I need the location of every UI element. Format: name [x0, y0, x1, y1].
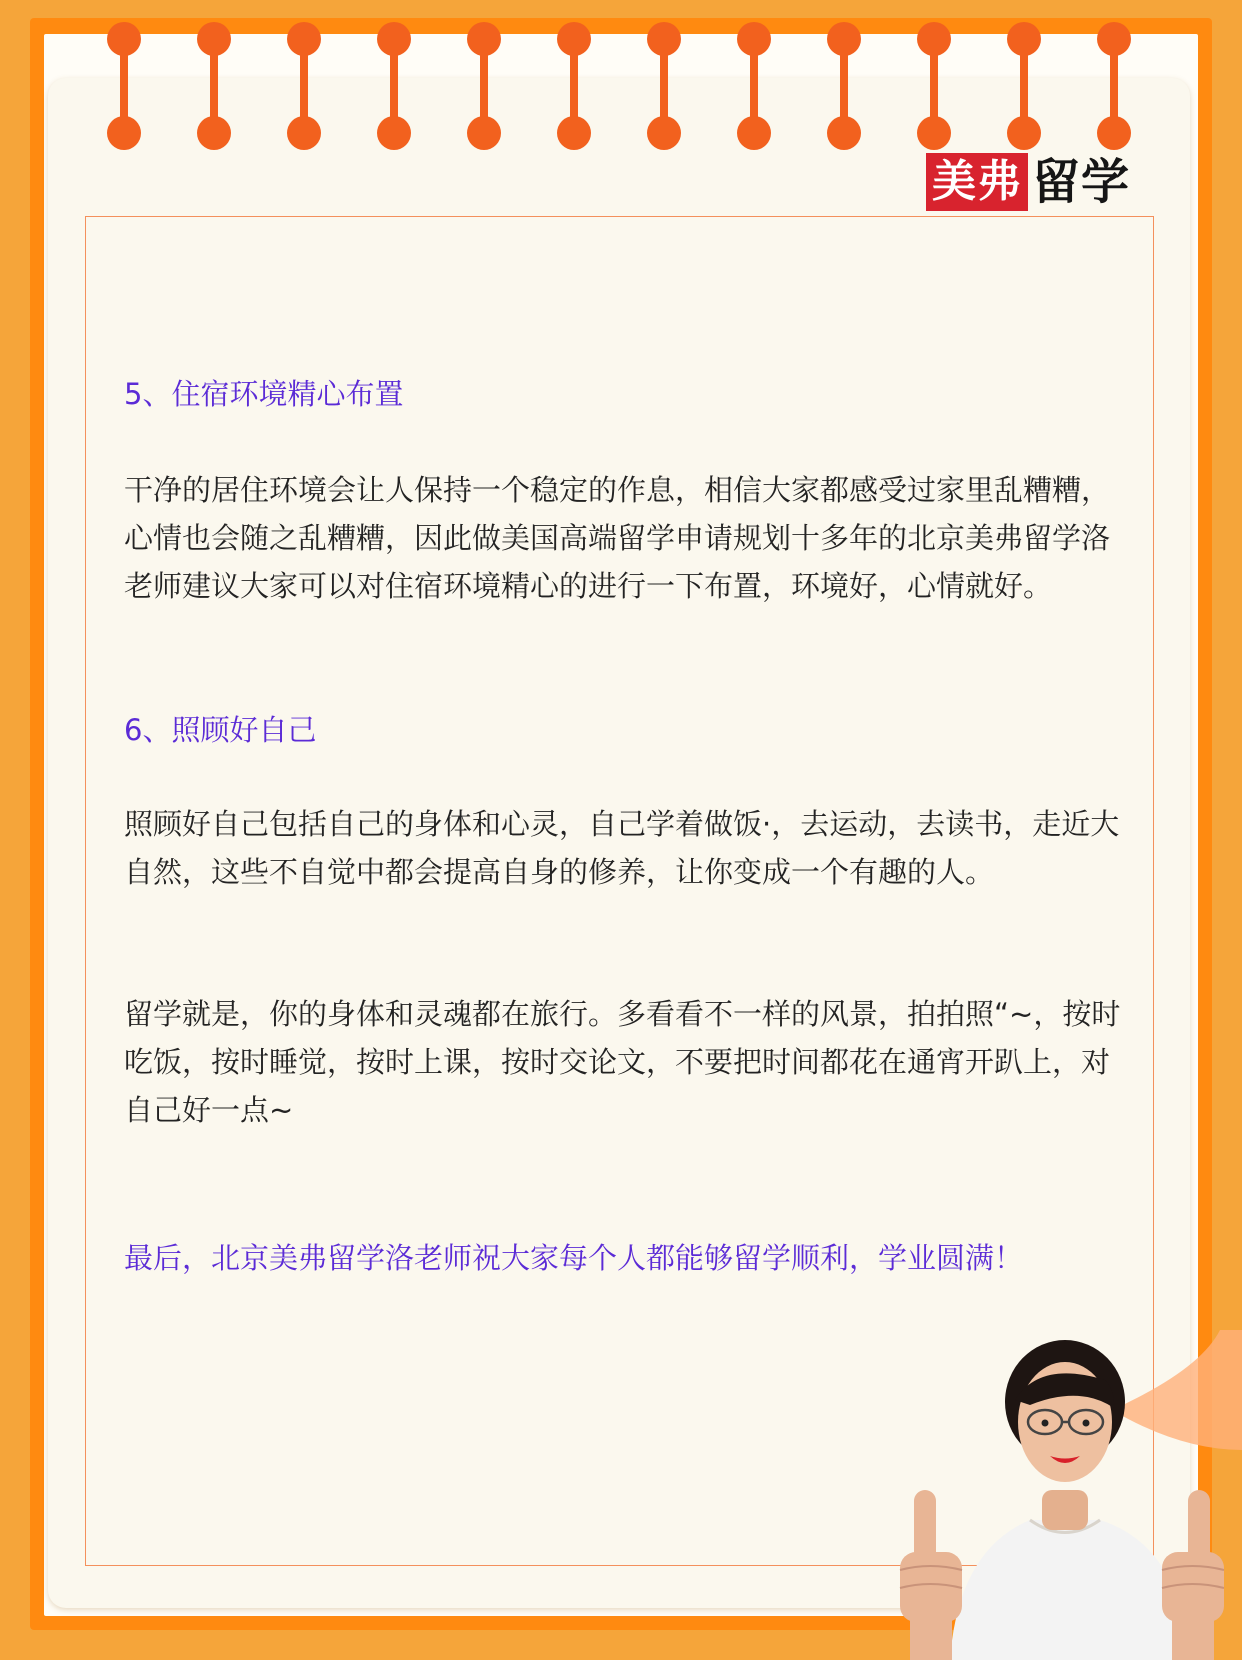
binder-ring-icon	[1097, 22, 1131, 150]
paragraph-travel: 留学就是，你的身体和灵魂都在旅行。多看看不一样的风景，拍拍照“~，按时吃饭，按时睡觉，按时上课，按时交论文，不要把时间都花在通宵开趴上，对自己好一点~	[124, 997, 1121, 1127]
thumbs-up-person-photo	[880, 1330, 1242, 1660]
binder-ring-icon	[1007, 22, 1041, 150]
binder-ring-icon	[197, 22, 231, 150]
paragraph-section-6: 照顾好自己包括自己的身体和心灵，自己学着做饭·，去运动，去读书，走近大自然，这些不自觉中都会提高自身的修养，让你变成一个有趣的人。	[124, 807, 1120, 889]
logo-red-part: 美弗	[926, 153, 1028, 211]
binder-rings	[0, 0, 1242, 160]
binder-ring-icon	[737, 22, 771, 150]
binder-ring-icon	[557, 22, 591, 150]
binder-ring-icon	[917, 22, 951, 150]
closing-message: 最后，北京美弗留学洛老师祝大家每个人都能够留学顺利，学业圆满！	[124, 1241, 1024, 1275]
heading-section-6: 6、照顾好自己	[124, 713, 317, 747]
logo-black-part: 留学	[1032, 154, 1131, 210]
brand-logo	[926, 152, 1130, 212]
heading-section-5: 5、住宿环境精心布置	[124, 377, 404, 411]
binder-ring-icon	[827, 22, 861, 150]
binder-ring-icon	[287, 22, 321, 150]
binder-ring-icon	[107, 22, 141, 150]
paragraph-section-5: 干净的居住环境会让人保持一个稳定的作息，相信大家都感受过家里乱糟糟，心情也会随之乱糟糟，因此做美国高端留学申请规划十多年的北京美弗留学洛老师建议大家可以对住宿环境精心的进行一下布置，环境好，心情就好。	[124, 473, 1111, 603]
binder-ring-icon	[377, 22, 411, 150]
binder-ring-icon	[647, 22, 681, 150]
binder-ring-icon	[467, 22, 501, 150]
